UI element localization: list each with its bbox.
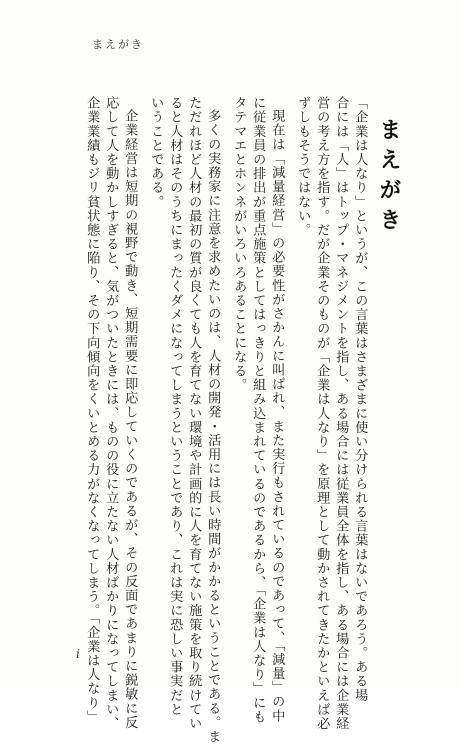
text-column: に従業員の排出が重点施策としてはっきりと組み込まれているのであるから、「企業は人なり」にも [250, 96, 266, 724]
text-column: ずしもそうではない。 [295, 96, 311, 237]
text-column: タテマエとホンネがいろいろあることになる。 [231, 96, 247, 393]
text-column: 多くの実務家に注意を求めたいのは、人材の開発・活用には長い時間がかかるということである。ま [205, 109, 221, 744]
text-column: 合には「人」はトップ・マネジメントを指し、ある場合には従業員全体を指し、ある場合には企業経 [333, 96, 349, 731]
text-column: 企業経営は短期の視野で動き、短期需要に即応していくのであるが、その反面であまりに鋭敏に反 [122, 109, 138, 730]
text-column: ただれほど人材の最初の質が良くても人を育てない環境や計画的に人を育てない施策を取り続けてい [186, 96, 202, 731]
text-column: 営の考え方を指す。だが企業そのものが「企業は人なり」を原理として動かされてきたかといえば必 [314, 96, 330, 731]
text-column: 現在は「減量経営」の必要性がさかんに叫ばれ、また実行もされているのであって、「減量」の中 [269, 109, 285, 723]
text-column: ると人材はそのうちにまったくダメになってしまうということであり、これは実に恐しい事実だと [167, 96, 183, 717]
running-head: まえがき [92, 38, 144, 51]
text-column: 応して人を動かしすぎると、気がついたときには、ものの役に立たない人材ばかりになってしまい、 [103, 96, 119, 731]
text-column: いうことである。 [148, 96, 164, 209]
page-number: i [76, 647, 80, 661]
text-column: 企業業績もジリ貧状態に陥り、その下向傾向をくいとめる力がなくなってしまう。「企業は人なり」 [84, 96, 100, 724]
text-column: 「企業は人なり」というが、この言葉はさまざまに使い分けられる言葉はないであろう。ある場 [352, 96, 368, 703]
page-title: まえがき [376, 118, 402, 238]
